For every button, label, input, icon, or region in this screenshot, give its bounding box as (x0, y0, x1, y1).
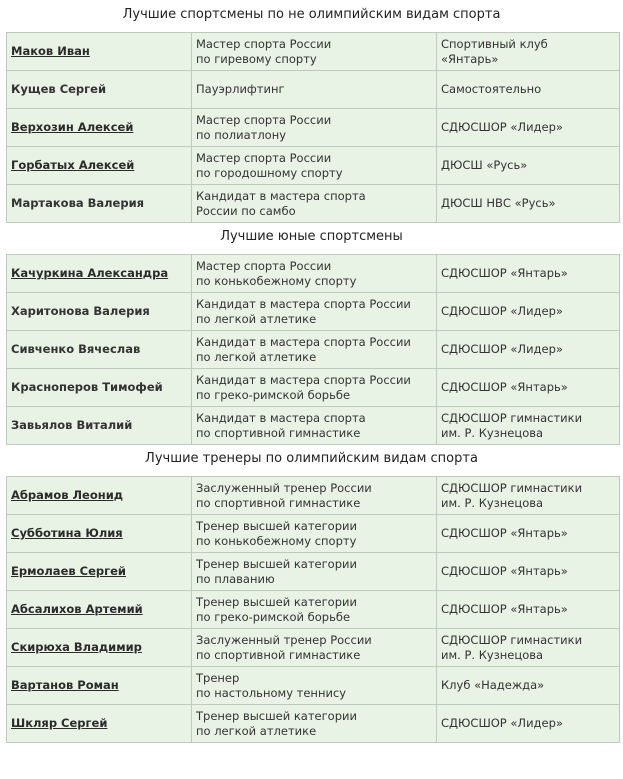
title-cell: Заслуженный тренер России по спортивной гимнастике (192, 629, 437, 667)
table-row (7, 293, 620, 331)
section-table (6, 32, 620, 223)
person-name-cell: Мартакова Валерия (7, 185, 192, 223)
title-cell: Кандидат в мастера спорта России по самбо (192, 185, 437, 223)
person-name-cell: Завьялов Виталий (7, 407, 192, 445)
person-link[interactable]: Верхозин Алексей (11, 120, 134, 134)
person-name-cell: Сивченко Вячеслав (7, 331, 192, 369)
table-row (7, 407, 620, 445)
table-row (7, 255, 620, 293)
organization-cell: Самостоятельно (437, 71, 620, 109)
table-row (7, 553, 620, 591)
table-row (7, 185, 620, 223)
section-table (6, 254, 620, 445)
title-cell: Кандидат в мастера спорта России по легкой атлетике (192, 331, 437, 369)
person-name-cell[interactable] (7, 591, 192, 629)
organization-cell: СДЮСШОР «Янтарь» (437, 553, 620, 591)
person-name-cell[interactable] (7, 515, 192, 553)
table-row (7, 109, 620, 147)
person-link[interactable]: Абрамов Леонид (11, 488, 124, 502)
person-link[interactable]: Шкляр Сергей (11, 716, 108, 730)
person-link[interactable]: Горбатых Алексей (11, 158, 135, 172)
title-cell: Мастер спорта России по городошному спорту (192, 147, 437, 185)
organization-cell: СДЮСШОР «Янтарь» (437, 515, 620, 553)
organization-cell: ДЮСШ НВС «Русь» (437, 185, 620, 223)
title-cell: Мастер спорта России по полиатлону (192, 109, 437, 147)
organization-cell: Клуб «Надежда» (437, 667, 620, 705)
title-cell: Кандидат в мастера спорта России по греко-римской борьбе (192, 369, 437, 407)
person-name-cell[interactable] (7, 705, 192, 743)
organization-cell: СДЮСШОР гимнастики им. Р. Кузнецова (437, 629, 620, 667)
person-link[interactable]: Ермолаев Сергей (11, 564, 126, 578)
person-name-cell[interactable] (7, 33, 192, 71)
table-row (7, 147, 620, 185)
title-cell: Тренер высшей категории по конькобежному спорту (192, 515, 437, 553)
title-cell: Заслуженный тренер России по спортивной гимнастике (192, 477, 437, 515)
person-link[interactable]: Субботина Юлия (11, 526, 123, 540)
table-row (7, 71, 620, 109)
organization-cell: СДЮСШОР «Лидер» (437, 109, 620, 147)
section-title: Лучшие юные спортсмены (220, 229, 403, 244)
title-cell: Мастер спорта России по гиревому спорту (192, 33, 437, 71)
organization-cell: СДЮСШОР гимнастики им. Р. Кузнецова (437, 477, 620, 515)
title-cell: Пауэрлифтинг (192, 71, 437, 109)
organization-cell: СДЮСШОР «Лидер» (437, 705, 620, 743)
table-row (7, 591, 620, 629)
person-link[interactable]: Вартанов Роман (11, 678, 119, 692)
section-table (6, 476, 620, 743)
table-row (7, 331, 620, 369)
person-link[interactable]: Качуркина Александра (11, 266, 169, 280)
table-row (7, 667, 620, 705)
person-name-cell[interactable] (7, 629, 192, 667)
table-row (7, 33, 620, 71)
section-title: Лучшие тренеры по олимпийским видам спорта (145, 451, 478, 466)
person-name-cell[interactable] (7, 147, 192, 185)
table-row (7, 629, 620, 667)
title-cell: Кандидат в мастера спорта России по легкой атлетике (192, 293, 437, 331)
title-cell: Тренер высшей категории по легкой атлетике (192, 705, 437, 743)
table-row (7, 515, 620, 553)
title-cell: Кандидат в мастера спорта по спортивной гимнастике (192, 407, 437, 445)
person-name-cell[interactable] (7, 255, 192, 293)
person-name-cell[interactable] (7, 477, 192, 515)
person-name-cell: Кущев Сергей (7, 71, 192, 109)
person-name-cell: Харитонова Валерия (7, 293, 192, 331)
organization-cell: СДЮСШОР «Янтарь» (437, 369, 620, 407)
title-cell: Тренер высшей категории по плаванию (192, 553, 437, 591)
title-cell: Тренер высшей категории по греко-римской борьбе (192, 591, 437, 629)
organization-cell: СДЮСШОР «Лидер» (437, 331, 620, 369)
person-name-cell[interactable] (7, 553, 192, 591)
organization-cell: СДЮСШОР гимнастики им. Р. Кузнецова (437, 407, 620, 445)
page (0, 4, 623, 743)
person-name-cell[interactable] (7, 109, 192, 147)
person-link[interactable]: Скирюха Владимир (11, 640, 142, 654)
table-row (7, 369, 620, 407)
table-row (7, 477, 620, 515)
table-row (7, 705, 620, 743)
title-cell: Мастер спорта России по конькобежному спорту (192, 255, 437, 293)
person-name-cell: Красноперов Тимофей (7, 369, 192, 407)
organization-cell: Спортивный клуб «Янтарь» (437, 33, 620, 71)
person-link[interactable]: Маков Иван (11, 44, 90, 58)
organization-cell: СДЮСШОР «Янтарь» (437, 255, 620, 293)
section-title: Лучшие спортсмены по не олимпийским видам спорта (122, 7, 501, 22)
organization-cell: ДЮСШ «Русь» (437, 147, 620, 185)
person-name-cell[interactable] (7, 667, 192, 705)
organization-cell: СДЮСШОР «Лидер» (437, 293, 620, 331)
organization-cell: СДЮСШОР «Янтарь» (437, 591, 620, 629)
title-cell: Тренер по настольному теннису (192, 667, 437, 705)
person-link[interactable]: Абсалихов Артемий (11, 602, 143, 616)
